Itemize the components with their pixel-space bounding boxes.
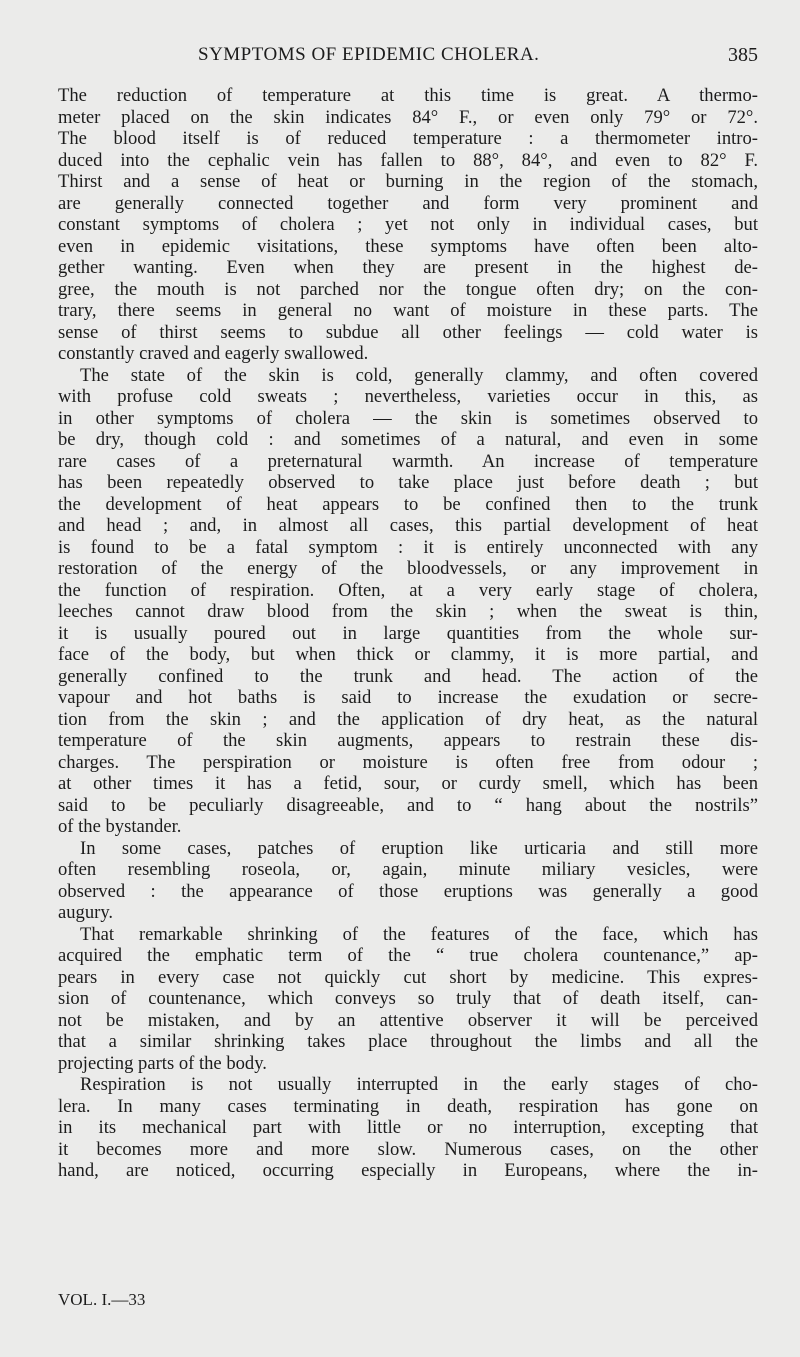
running-head bbox=[58, 44, 758, 68]
text-line: temperature of the skin augments, appears to restrain these dis- bbox=[58, 730, 758, 751]
text-line: sion of countenance, which conveys so truly that of death itself, can- bbox=[58, 988, 758, 1009]
text-line: charges. The perspiration or moisture is often free from odour ; bbox=[58, 751, 758, 773]
text-line: The reduction of temperature at this time is great. A thermo- bbox=[58, 85, 758, 106]
text-line: with profuse cold sweats ; nevertheless, varieties occur in this, as bbox=[58, 386, 758, 407]
signature-mark: VOL. I.—33 bbox=[58, 1290, 146, 1309]
text-line: said to be peculiarly disagreeable, and to “ hang about the nostrils” bbox=[58, 794, 758, 816]
text-line: gree, the mouth is not parched nor the tongue often dry; on the con- bbox=[58, 278, 758, 300]
text-line: constantly craved and eagerly swallowed. bbox=[58, 343, 369, 364]
text-line: leeches cannot draw blood from the skin ; when the sweat is thin, bbox=[58, 601, 758, 622]
text-line: lera. In many cases terminating in death, respiration has gone on bbox=[58, 1095, 758, 1117]
text-line: the development of heat appears to be confined then to the trunk bbox=[58, 493, 758, 515]
text-line: it becomes more and more slow. Numerous cases, on the other bbox=[58, 1138, 758, 1160]
text-line: acquired the emphatic term of the “ true cholera countenance,” ap- bbox=[58, 945, 758, 966]
text-line: at other times it has a fetid, sour, or curdy smell, which has been bbox=[58, 773, 758, 794]
page-number: 385 bbox=[728, 44, 758, 66]
text-line: pears in every case not quickly cut short by medicine. This expres- bbox=[58, 966, 758, 988]
text-line: in its mechanical part with little or no interruption, excepting that bbox=[58, 1117, 758, 1138]
text-line: rare cases of a preternatural warmth. An increase of temperature bbox=[58, 450, 758, 472]
text-line: In some cases, patches of eruption like urticaria and still more bbox=[80, 837, 758, 859]
text-line: it is usually poured out in large quantities from the whole sur- bbox=[58, 622, 758, 644]
text-line: constant symptoms of cholera ; yet not only in individual cases, but bbox=[58, 214, 758, 235]
running-head-title: SYMPTOMS OF EPIDEMIC CHOLERA. bbox=[198, 44, 540, 65]
text-line: hand, are noticed, occurring especially in Europeans, where the in- bbox=[58, 1160, 758, 1181]
text-line: Respiration is not usually interrupted in the early stages of cho- bbox=[80, 1074, 758, 1095]
text-line: vapour and hot baths is said to increase the exudation or secre- bbox=[58, 687, 758, 708]
text-line: restoration of the energy of the bloodvessels, or any improvement in bbox=[58, 558, 758, 579]
text-line: augury. bbox=[58, 902, 114, 923]
text-line: trary, there seems in general no want of moisture in these parts. The bbox=[58, 300, 758, 321]
text-line: meter placed on the skin indicates 84° F., or even only 79° or 72°. bbox=[58, 106, 758, 128]
body-text bbox=[58, 85, 758, 1182]
text-line: and head ; and, in almost all cases, this partial development of heat bbox=[58, 515, 758, 536]
text-line: the function of respiration. Often, at a very early stage of cholera, bbox=[58, 579, 758, 601]
text-line: has been repeatedly observed to take place just before death ; but bbox=[58, 472, 758, 493]
text-line: even in epidemic visitations, these symptoms have often been alto- bbox=[58, 235, 758, 257]
text-line: that a similar shrinking takes place throughout the limbs and all the bbox=[58, 1031, 758, 1052]
text-line: sense of thirst seems to subdue all other feelings — cold water is bbox=[58, 321, 758, 343]
text-line: tion from the skin ; and the application of dry heat, as the natural bbox=[58, 708, 758, 730]
text-line: be dry, though cold : and sometimes of a natural, and even in some bbox=[58, 429, 758, 450]
text-line: face of the body, but when thick or clammy, it is more partial, and bbox=[58, 644, 758, 665]
text-line: The blood itself is of reduced temperature : a thermometer intro- bbox=[58, 128, 758, 149]
text-line: observed : the appearance of those eruptions was generally a good bbox=[58, 880, 758, 902]
text-line: The state of the skin is cold, generally clammy, and often covered bbox=[80, 364, 758, 386]
text-line: not be mistaken, and by an attentive observer it will be perceived bbox=[58, 1009, 758, 1031]
text-line: Thirst and a sense of heat or burning in the region of the stomach, bbox=[58, 171, 758, 192]
text-line: are generally connected together and form very prominent and bbox=[58, 192, 758, 214]
text-line: often resembling roseola, or, again, minute miliary vesicles, were bbox=[58, 859, 758, 880]
text-line: That remarkable shrinking of the features of the face, which has bbox=[80, 923, 758, 945]
text-line: is found to be a fatal symptom : it is entirely unconnected with any bbox=[58, 536, 758, 558]
text-line: generally confined to the trunk and head. The action of the bbox=[58, 665, 758, 687]
text-line: duced into the cephalic vein has fallen to 88°, 84°, and even to 82° F. bbox=[58, 149, 758, 171]
text-line: in other symptoms of cholera — the skin is sometimes observed to bbox=[58, 407, 758, 429]
text-line: of the bystander. bbox=[58, 816, 182, 837]
text-line: projecting parts of the body. bbox=[58, 1052, 267, 1074]
text-line: gether wanting. Even when they are present in the highest de- bbox=[58, 257, 758, 278]
